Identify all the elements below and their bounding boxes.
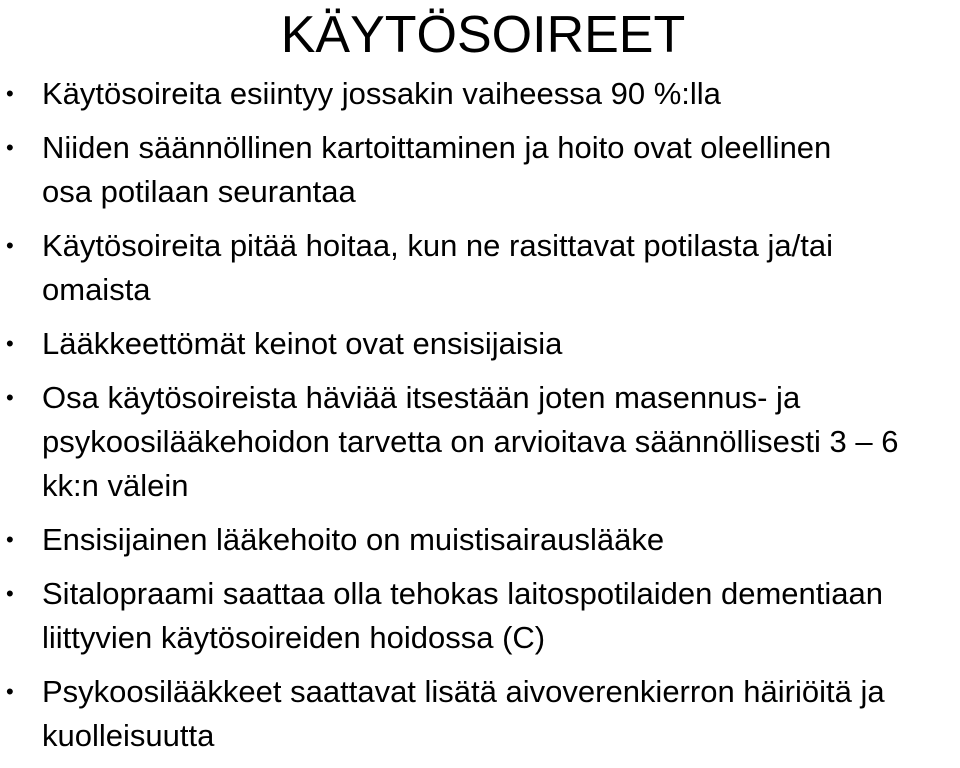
bullet-item [0, 572, 960, 660]
bullet-icon: • [6, 81, 14, 106]
bullet-line: omaista [42, 272, 151, 307]
slide-title: KÄYTÖSOIREET [280, 6, 686, 64]
bullet-icon: • [6, 679, 14, 704]
bullet-icon: • [6, 331, 14, 356]
bullet-line: Lääkkeettömät keinot ovat ensisijaisia [42, 326, 563, 361]
bullet-icon: • [6, 135, 14, 160]
bullet-icon: • [6, 385, 14, 410]
bullet-line: kk:n välein [42, 468, 189, 503]
bullet-line: Psykoosilääkkeet saattavat lisätä aivoverenkierron häiriöitä ja [42, 674, 885, 709]
bullet-item [0, 126, 960, 214]
bullet-item [0, 224, 960, 312]
bullet-line: Sitalopraami saattaa olla tehokas laitospotilaiden dementiaan [42, 576, 883, 611]
bullet-line: psykoosilääkehoidon tarvetta on arvioitava säännöllisesti 3 – 6 [42, 424, 899, 459]
bullet-line: osa potilaan seurantaa [42, 174, 356, 209]
bullet-line: Käytösoireita pitää hoitaa, kun ne rasittavat potilasta ja/tai [42, 228, 833, 263]
bullet-line: Osa käytösoireista häviää itsestään joten masennus- ja [42, 380, 801, 415]
bullet-item [0, 72, 960, 116]
bullet-item [0, 322, 960, 366]
bullet-icon: • [6, 527, 14, 552]
bullet-icon: • [6, 233, 14, 258]
bullet-line: kuolleisuutta [42, 718, 215, 753]
bullet-icon: • [6, 581, 14, 606]
bullet-line: Ensisijainen lääkehoito on muistisairauslääke [42, 522, 665, 557]
bullet-line: liittyvien käytösoireiden hoidossa (C) [42, 620, 546, 655]
bullet-item [0, 670, 960, 758]
bullet-item [0, 518, 960, 562]
bullet-line: Niiden säännöllinen kartoittaminen ja hoito ovat oleellinen [42, 130, 832, 165]
bullet-list [0, 72, 960, 768]
bullet-line: Käytösoireita esiintyy jossakin vaiheessa 90 %:lla [42, 76, 721, 111]
bullet-item [0, 376, 960, 508]
